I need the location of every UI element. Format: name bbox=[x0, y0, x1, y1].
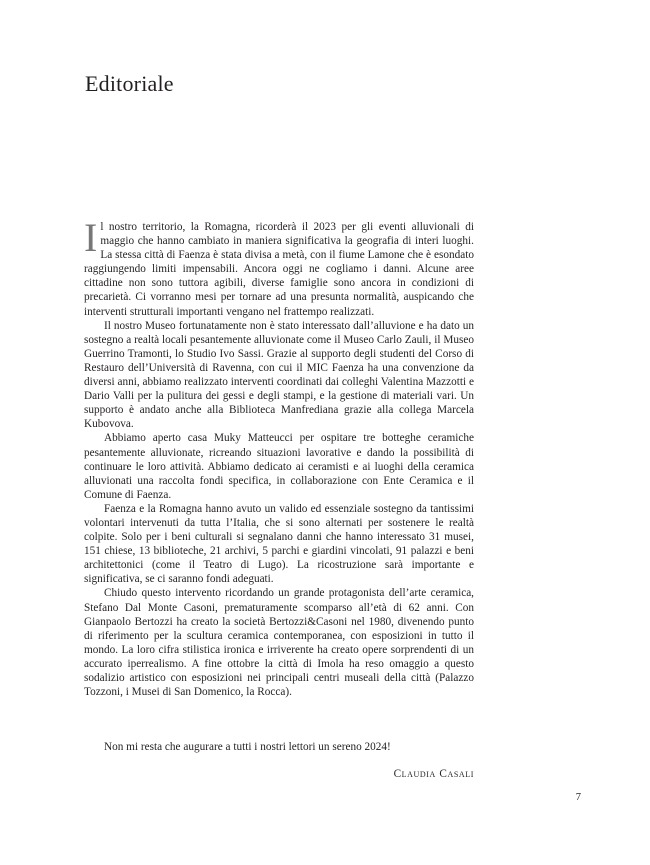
author-signature: Claudia Casali bbox=[393, 768, 474, 780]
paragraph-2: Il nostro Museo fortunatamente non è stato interessato dall’alluvione e ha dato un sostegno a realtà locali pesantemente alluvionate come il Museo Carlo Zauli, il Museo Guerrino Tramonti, lo Studio Ivo Sassi. Grazie al supporto degli studenti del Corso di Restauro dell’Università di Ravenna, con cui il MIC Faenza ha una convenzione da diversi anni, abbiamo realizzato interventi coordinati dai colleghi Valentina Mazzotti e Dario Valli per la pulitura dei gessi e degli stampi, e la gestione di materiali vari. Un supporto è andato anche alla Biblioteca Manfrediana grazie alla collega Marcela Kubovova. bbox=[84, 319, 474, 431]
page-title: Editoriale bbox=[85, 71, 174, 96]
paragraph-4: Faenza e la Romagna hanno avuto un valido ed essenziale sostegno da tantissimi volontari intervenuti da tutta l’Italia, che si sono alternati per sostenere le realtà colpite. Solo per i beni culturali si segnalano danni che hanno interessato 31 musei, 151 chiese, 13 biblioteche, 21 archivi, 5 parchi e giardini vincolati, 91 palazzi e beni architettonici (come il Teatro di Lugo). La ricostruzione sarà importante e significativa, se ci saranno fondi adeguati. bbox=[84, 502, 474, 586]
drop-cap: I bbox=[84, 215, 98, 260]
paragraph-1 bbox=[84, 215, 474, 319]
page-number: 7 bbox=[575, 792, 581, 803]
editorial-body bbox=[84, 215, 474, 699]
paragraph-3: Abbiamo aperto casa Muky Matteucci per ospitare tre botteghe ceramiche pesantemente alluvionate, ricreando situazioni lavorative e dando la possibilità di continuare le loro attività. Abbiamo dedicato ai ceramisti e ai luoghi della ceramica alluvionati una raccolta fondi specifica, in collaborazione con Ente Ceramica e il Comune di Faenza. bbox=[84, 432, 474, 501]
paragraph-5: Chiudo questo intervento ricordando un grande protagonista dell’arte ceramica, Stefano Dal Monte Casoni, prematuramente scomparso all’età di 62 anni. Con Gianpaolo Bertozzi ha creato la società Bertozzi&Casoni nel 1980, divenendo punto di riferimento per la scultura ceramica contemporanea, con esposizioni in tutto il mondo. La loro cifra stilistica ironica e irriverente ha creato opere sorprendenti di un accurato iperrealismo. A fine ottobre la città di Imola ha reso omaggio a questo sodalizio artistico con esposizioni nei principali centri museali della città (Palazzo Tozzoni, i Musei di San Domenico, la Rocca). bbox=[84, 587, 474, 699]
paragraph-1-text: l nostro territorio, la Romagna, ricorderà il 2023 per gli eventi alluvionali di maggio che hanno cambiato in maniera significativa la geografia di interi luoghi. La stessa città di Faenza è stata divisa a metà, con il fiume Lamone che è esondato raggiungendo limiti impensabili. Ancora oggi ne cogliamo i danni. Alcune aree cittadine non sono tuttora agibili, diverse famiglie sono ancora in condizioni di precarietà. Ci vorranno mesi per tornare ad una presunta normalità, auspicando che interventi strutturali importanti vengano nel frattempo realizzati. bbox=[84, 221, 474, 318]
closing-line: Non mi resta che augurare a tutti i nostri lettori un sereno 2024! bbox=[104, 741, 391, 753]
